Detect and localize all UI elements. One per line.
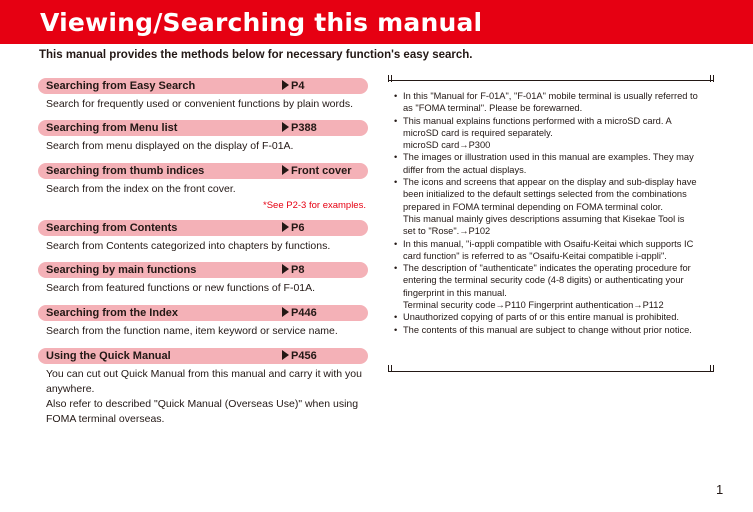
section-contents xyxy=(38,220,368,254)
example-note: *See P2-3 for examples. xyxy=(263,200,366,211)
section-title: Searching from Menu list xyxy=(46,122,178,134)
search-methods xyxy=(38,78,368,427)
list-item: • This manual explains functions performed with a microSD card. A microSD card is required separately. microSD card→P300 xyxy=(394,115,712,152)
section-description: Search for frequently used or convenient functions by plain words. xyxy=(46,98,354,110)
section-header xyxy=(38,262,368,278)
list-item: • The description of "authenticate" indicates the operating procedure for entering the terminal security code (4-8 digits) or authenticating your fingerprint in this manual. Terminal security code→P110 Fingerprint authentication→P112 xyxy=(394,262,712,311)
notes-box xyxy=(388,76,714,372)
triangle-right-icon xyxy=(282,80,289,90)
section-main-functions xyxy=(38,262,368,296)
section-header xyxy=(38,305,368,321)
list-item: • In this manual, "i-αppli compatible with Osaifu-Keitai which supports IC card function" is referred to as "Osaifu-Keitai compatible i-αppli". xyxy=(394,238,712,263)
section-title: Searching from Contents xyxy=(46,222,178,234)
list-item: • Unauthorized copying of parts of or this entire manual is prohibited. xyxy=(394,311,712,323)
section-title: Searching from thumb indices xyxy=(46,165,205,177)
section-header xyxy=(38,78,368,94)
page-reference[interactable]: P6 xyxy=(282,222,304,234)
section-description: Search from Contents categorized into chapters by functions. xyxy=(46,240,331,252)
section-index xyxy=(38,305,368,339)
section-title: Searching from Easy Search xyxy=(46,80,196,92)
section-description: Search from the function name, item keyword or service name. xyxy=(46,325,338,337)
section-title: Searching by main functions xyxy=(46,264,197,276)
triangle-right-icon xyxy=(282,222,289,232)
section-title: Searching from the Index xyxy=(46,307,179,319)
list-item: • The images or illustration used in this manual are examples. They may differ from the actual displays. xyxy=(394,151,712,176)
triangle-right-icon xyxy=(282,165,289,175)
section-quick-manual xyxy=(38,348,368,427)
section-description: Search from menu displayed on the display of F-01A. xyxy=(46,140,294,152)
page-reference[interactable]: P446 xyxy=(282,307,317,319)
page-reference[interactable]: P456 xyxy=(282,350,317,362)
notes-list xyxy=(394,90,712,336)
section-header xyxy=(38,120,368,136)
triangle-right-icon xyxy=(282,264,289,274)
bracket-bottom xyxy=(388,371,714,372)
section-header xyxy=(38,348,368,364)
page-reference[interactable]: P388 xyxy=(282,122,317,134)
section-header xyxy=(38,163,368,179)
list-item: • The icons and screens that appear on the display and sub-display have been initialized to the default settings selected from the combinations prepared in FOMA terminal depending on FOMA terminal color. This manual mainly gives descriptions assuming that Kisekae Tool is set to "Rose".→P102 xyxy=(394,176,712,237)
list-item: • The contents of this manual are subject to change without prior notice. xyxy=(394,324,712,336)
section-header xyxy=(38,220,368,236)
section-title: Using the Quick Manual xyxy=(46,350,171,362)
page-reference[interactable]: P4 xyxy=(282,80,304,92)
bracket-top xyxy=(388,80,714,81)
page-subtitle: This manual provides the methods below for necessary function's easy search. xyxy=(39,49,473,61)
triangle-right-icon xyxy=(282,350,289,360)
section-description: Search from the index on the front cover. xyxy=(46,183,236,195)
triangle-right-icon xyxy=(282,122,289,132)
triangle-right-icon xyxy=(282,307,289,317)
page-number: 1 xyxy=(716,482,724,497)
title-bar xyxy=(0,0,753,44)
section-menu-list xyxy=(38,120,368,154)
section-description: You can cut out Quick Manual from this manual and carry it with you anywhere. Also refer to described "Quick Manual (Overseas Use)" when using FOMA terminal overseas. xyxy=(46,368,362,425)
list-item: • In this "Manual for F-01A", "F-01A" mobile terminal is usually referred to as "FOMA terminal". Please be forewarned. xyxy=(394,90,712,115)
page-reference[interactable]: Front cover xyxy=(282,165,352,177)
section-easy-search xyxy=(38,78,368,112)
section-thumb-indices xyxy=(38,163,368,211)
page-title: Viewing/Searching this manual xyxy=(40,8,483,37)
page-reference[interactable]: P8 xyxy=(282,264,304,276)
section-description: Search from featured functions or new functions of F-01A. xyxy=(46,282,316,294)
